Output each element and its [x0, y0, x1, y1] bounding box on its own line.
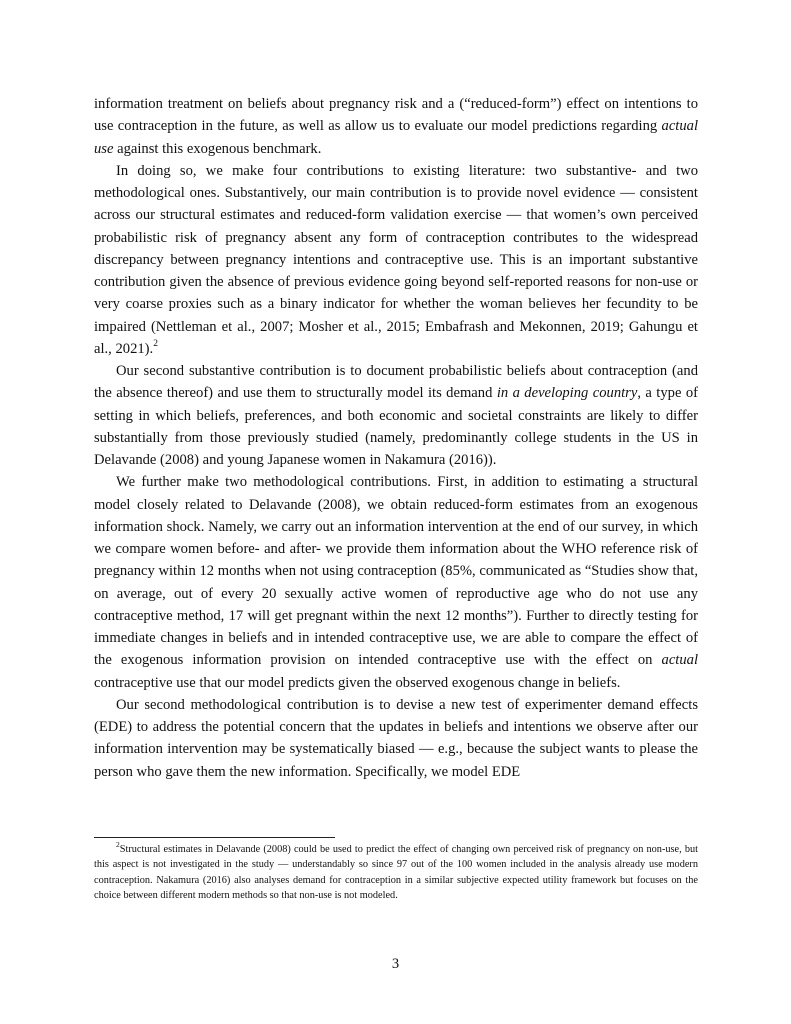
- paragraph-1: [94, 93, 698, 160]
- paragraph-3-emphasis: in a developing country: [496, 385, 638, 402]
- paragraph-5-text: Our second methodological contribution is to devise a new test of experimenter demand effects (EDE) to address the potential concern that the updates in beliefs and intentions we observe after our information intervention may be systematically biased — e.g., because the subject wants to please the person who gave them the new information. Specifically, we model EDE: [94, 696, 698, 780]
- paragraph-5: [94, 694, 698, 783]
- paragraph-4-text-b: contraceptive use that our model predicts given the observed exogenous change in beliefs.: [94, 674, 621, 691]
- page-number: 3: [391, 956, 400, 972]
- paragraph-3: [94, 360, 698, 471]
- paragraph-1-text-a: information treatment on beliefs about pregnancy risk and a (“reduced-form”) effect on intentions to use contraception in the future, as well as allow us to evaluate our model predictions regarding: [94, 96, 698, 135]
- body-text: [94, 93, 698, 783]
- paragraph-4-text-a: We further make two methodological contributions. First, in addition to estimating a structural model closely related to Delavande (2008), we obtain reduced-form estimates from an exogenous information shock. Namely, we carry out an information intervention at the end of our survey, in which we compare women before- and after- we provide them information about the WHO reference risk of pregnancy within 12 months when not using contraception (85%, communicated as “Studies show that, on average, out of every 20 sexually active women of reproductive age who do not use any contraceptive method, 17 will get pregnant within the next 12 months”). Further to directly testing for immediate changes in beliefs and in intended contraceptive use, we are able to compare the effect of the exogenous information provision on intended contraceptive use with the effect on: [94, 474, 698, 669]
- footnote: [94, 839, 698, 903]
- footnote-reference-mark[interactable]: 2: [153, 338, 158, 349]
- paragraph-4: [94, 471, 698, 694]
- footnote-mark: 2: [116, 839, 120, 849]
- paragraph-2-text: In doing so, we make four contributions to existing literature: two substantive- and two methodological ones. Substantively, our main contribution is to provide novel evidence — consistent across our structural estimates and reduced-form validation exercise — that women’s own perceived probabilistic risk of pregnancy absent any form of contraception contributes to the widespread discrepancy between pregnancy intentions and contraceptive use. This is an important substantive contribution given the absence of previous evidence going beyond self-reported reasons for non-use or very coarse proxies such as a binary indicator for whether the woman believes her fecundity to be impaired (Nettleman et al., 2007; Mosher et al., 2015; Embafrash and Mekonnen, 2019; Gahungu et al., 2021).: [94, 162, 698, 357]
- footnote-divider: [94, 837, 335, 838]
- paragraph-3-text-b: , a type of setting in which beliefs, preferences, and both economic and societal constraints are likely to differ substantially from those previously studied (namely, predominantly college students in the US in Delavande (2008) and young Japanese women in Nakamura (2016)).: [94, 385, 698, 468]
- paragraph-3-text-a: Our second substantive contribution is to document probabilistic beliefs about contraception (and the absence thereof) and use them to structurally model its demand: [94, 363, 698, 402]
- paragraph-4-emphasis: actual: [661, 652, 698, 669]
- paragraph-1-emphasis: actual use: [94, 118, 698, 157]
- paragraph-1-text-b: against this exogenous benchmark.: [113, 140, 322, 157]
- paragraph-2: [94, 160, 698, 360]
- footnote-text: Structural estimates in Delavande (2008) could be used to predict the effect of changing own perceived risk of pregnancy on non-use, but this aspect is not investigated in the study — understandably so since 97 out of the 100 women included in the analysis already use modern contraception. Nakamura (2016) also analyses demand for contraception in a similar subjective expected utility framework but focuses on the choice between different modern methods so that non-use is not modeled.: [94, 844, 698, 901]
